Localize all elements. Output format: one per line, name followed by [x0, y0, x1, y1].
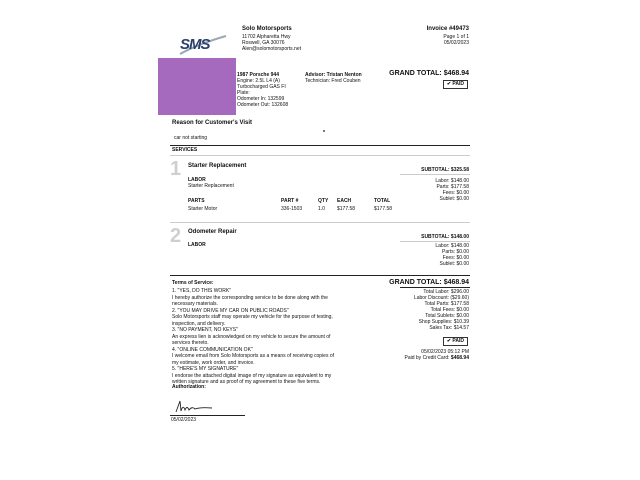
- divider: [170, 222, 470, 223]
- terms-line: inspection, and delivery.: [172, 320, 226, 327]
- part-number: 336-1503: [281, 206, 303, 212]
- part-qty: 1.0: [318, 206, 325, 212]
- paid-badge-top: ✔ PAID: [443, 80, 468, 89]
- terms-line: I endorse the attached digital image of my signature as equivalent to my: [172, 372, 332, 379]
- service-2-fees: Fees: $0.00: [442, 255, 469, 261]
- total-labor: Total Labor: $296.00: [423, 289, 469, 295]
- parts-header-total: TOTAL: [374, 198, 391, 204]
- total-sublets: Total Sublets: $0.00: [425, 313, 469, 319]
- divider: [400, 174, 470, 175]
- paid-date: 05/02/2023 05:12 PM: [421, 349, 469, 355]
- vehicle-plate: Plate:: [237, 90, 250, 96]
- service-1-fees: Fees: $0.00: [442, 190, 469, 196]
- vehicle-odometer-in: Odometer In: 132599: [237, 96, 285, 102]
- divider: [170, 155, 470, 156]
- shop-supplies: Shop Supplies: $10.39: [418, 319, 469, 325]
- invoice-page: Page 1 of 1: [443, 34, 469, 40]
- terms-body: [172, 288, 334, 386]
- service-2-parts: Parts: $0.00: [442, 249, 469, 255]
- paid-amount: $468.94: [450, 355, 469, 361]
- service-1-sublet: Sublet: $0.00: [439, 196, 469, 202]
- reason-text: car not starting: [174, 135, 208, 141]
- service-1-parts: Parts: $177.58: [436, 184, 469, 190]
- redacted-image: [158, 58, 236, 115]
- service-1-title: Starter Replacement: [188, 163, 247, 169]
- terms-line: 2. "YOU MAY DRIVE MY CAR ON PUBLIC ROADS": [172, 307, 289, 314]
- divider: [170, 275, 470, 276]
- stray-mark: [323, 130, 325, 132]
- parts-header-number: PART #: [281, 198, 299, 204]
- company-email: Alen@solomotorsports.net: [242, 46, 301, 52]
- paid-by: [405, 355, 470, 361]
- terms-line: services thereto.: [172, 340, 209, 346]
- terms-line: written signature and as proof of my agreement to these five terms.: [172, 379, 321, 385]
- service-2-labor: Labor: $148.00: [435, 243, 469, 249]
- paid-by-label: Paid by Credit Card:: [404, 355, 450, 361]
- parts-header-name: PARTS: [188, 198, 205, 204]
- terms-line: Solo Motorsports staff may operate my vehicle for the purpose of testing,: [172, 314, 333, 320]
- terms-title: Terms of Service:: [172, 280, 214, 286]
- part-total: $177.58: [374, 206, 393, 212]
- terms-line: I hereby authorize the corresponding service to be done along with the: [172, 294, 328, 301]
- company-name: Solo Motorsports: [242, 26, 292, 32]
- signature-line: [170, 415, 245, 416]
- company-address1: 11702 Alpharetta Hwy: [242, 34, 291, 40]
- service-1-subtotal: SUBTOTAL: $325.58: [421, 167, 469, 173]
- service-2-labor-header: LABOR: [188, 242, 206, 248]
- sales-tax: Sales Tax: $14.57: [429, 325, 469, 331]
- parts-header-each: EACH: [337, 198, 352, 204]
- authorization-date: 05/02/2023: [171, 417, 197, 423]
- terms-line: 3. "NO PAYMENT, NO KEYS": [172, 327, 238, 333]
- terms-line: 1. "YES, DO THIS WORK": [172, 288, 232, 294]
- labor-discount: Labor Discount: ($29.60): [413, 295, 469, 301]
- parts-header-qty: QTY: [318, 198, 329, 204]
- service-2-sublet: Sublet: $0.00: [439, 261, 469, 267]
- authorization-title: Authorization:: [172, 384, 206, 390]
- company-address2: Roswell, GA 30076: [242, 40, 285, 46]
- terms-line: I welcome email from Solo Motorsports as a means of receiving copies of: [172, 353, 335, 359]
- invoice-date: 05/02/2023: [443, 40, 469, 46]
- divider: [400, 241, 470, 242]
- terms-line: 5. "HERE'S MY SIGNATURE": [172, 366, 239, 372]
- terms-line: my estimate, work order, and invoice.: [172, 359, 255, 366]
- divider: [400, 287, 470, 288]
- total-parts: Total Parts: $177.58: [424, 301, 469, 307]
- company-logo: [178, 34, 230, 56]
- invoice-number: Invoice #49473: [426, 26, 469, 32]
- vehicle-engine2: Turbocharged GAS FI: [237, 84, 286, 90]
- part-each: $177.58: [337, 206, 356, 212]
- service-1-labor: Labor: $148.00: [435, 178, 469, 184]
- service-2-number: 2: [170, 225, 182, 247]
- reason-title: Reason for Customer's Visit: [172, 120, 253, 126]
- part-name: Starter Motor: [188, 206, 218, 212]
- service-1-number: 1: [170, 158, 182, 180]
- logo-text: SMS: [180, 36, 210, 53]
- service-1-labor-item: Starter Replacement: [188, 183, 234, 189]
- grand-total-top: GRAND TOTAL: $468.94: [389, 70, 469, 77]
- terms-line: 4. "ONLINE COMMUNICATION OK": [172, 346, 253, 353]
- grand-total: GRAND TOTAL: $468.94: [389, 279, 469, 286]
- service-2-title: Odometer Repair: [188, 229, 237, 235]
- vehicle-odometer-out: Odometer Out: 132608: [237, 102, 289, 108]
- service-1-labor-header: LABOR: [188, 177, 206, 183]
- paid-badge: ✔ PAID: [443, 337, 468, 346]
- vehicle-engine: Engine: 2.5L L4 (A): [237, 78, 280, 84]
- terms-line: necessary materials.: [172, 301, 218, 307]
- service-2-subtotal: SUBTOTAL: $148.00: [421, 234, 469, 240]
- divider: [170, 145, 470, 146]
- total-fees: Total Fees: $0.00: [430, 307, 469, 313]
- terms-line: An express lien is acknowledged on my vehicle to secure the amount of: [172, 333, 331, 340]
- vehicle-model: 1987 Porsche 944: [237, 72, 279, 78]
- services-label: SERVICES: [172, 147, 198, 153]
- technician: Technician: Fred Couben: [305, 78, 361, 84]
- signature-image: [174, 398, 214, 414]
- advisor: Advisor: Tristan Nenton: [305, 72, 362, 78]
